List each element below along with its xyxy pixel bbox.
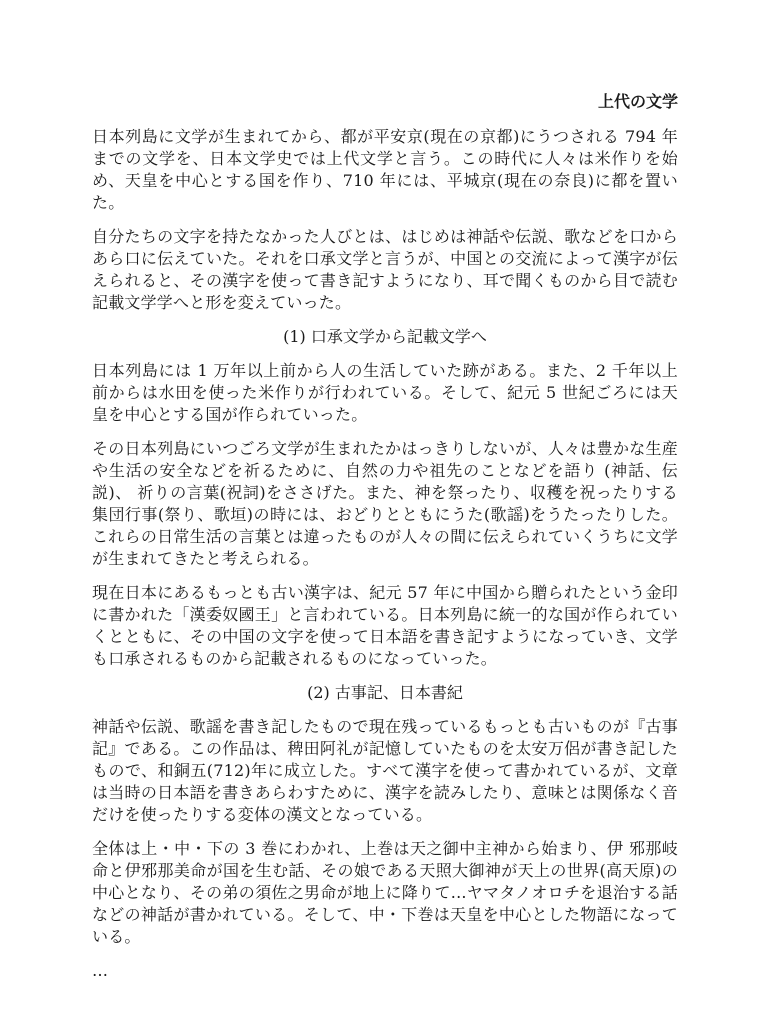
- intro-paragraph-1: 日本列島に文学が生まれてから、都が平安京(現在の京都)にうつされる 794 年までの文学を、日本文学史では上代文学と言う。この時代に人々は米作りを始め、天皇を中心とする国を作り、710 年には、平城京(現在の奈良)に都を置いた。: [92, 127, 678, 212]
- intro-paragraph-2: 自分たちの文字を持たなかった人びとは、はじめは神話や伝説、歌などを口からあら口に伝えていた。それを口承文学と言うが、中国との交流によって漢字が伝えられると、その漢字を使って書き記すようになり、耳で聞くものから目で読む記載文学学へと形を変えていった。: [92, 227, 678, 312]
- continuation-ellipsis: …: [92, 961, 108, 980]
- section-1-paragraph-2: その日本列島にいつごろ文学が生まれたかはっきりしないが、人々は豊かな生産や生活の安全などを祈るために、自然の力や祖先のことなどを語り (神話、伝説)、 祈りの言葉(祝詞)をささげた。また、神を祭ったり、収穫を祝ったりする集団行事(祭り、歌垣)の時には、おどりとともにうた(歌謡)をうたったりした。これらの日常生活の言葉とは違ったものが人々の間に伝えられていくうちに文学が生まれてきたと考えられる。: [92, 439, 678, 568]
- document-title: 上代の文学: [597, 92, 678, 111]
- section-1-paragraph-1: 日本列島には 1 万年以上前から人の生活していた跡がある。また、2 千年以上前からは水田を使った米作りが行われている。そして、紀元 5 世紀ごろには天皇を中心とする国が作られていった。: [92, 361, 678, 424]
- section-2-paragraph-1: 神話や伝説、歌謡を書き記したもので現在残っているもっとも古いものが『古事記』である。この作品は、稗田阿礼が記憶していたものを太安万侶が書き記したもので、和銅五(712)年に成立した。すべて漢字を使って書かれているが、文章は当時の日本語を書きあらわすために、漢字を読みしたり、意味とは関係なく音だけを使ったりする変体の漢文となっている。: [92, 717, 678, 824]
- section-1-heading: (1) 口承文学から記載文学へ: [283, 327, 487, 346]
- section-2-heading: (2) 古事記、日本書紀: [307, 683, 463, 702]
- section-1-paragraph-3: 現在日本にあるもっとも古い漢字は、紀元 57 年に中国から贈られたという金印に書かれた「漢委奴國王」と言われている。日本列島に統一的な国が作られていくとともに、その中国の文字を使って日本語を書き記すようになっていき、文学も口承されるものから記載されるものになっていった。: [92, 583, 678, 668]
- section-2-paragraph-2: 全体は上・中・下の 3 巻にわかれ、上巻は天之御中主神から始まり、伊 邪那岐命と伊邪那美命が国を生む話、その娘である天照大御神が天上の世界(高天原)の中心となり、その弟の須佐之男命が地上に降りて...ヤマタノオロチを退治する話などの神話が書かれている。そして、中・下巻は天皇を中心とした物語になっている。: [92, 839, 678, 946]
